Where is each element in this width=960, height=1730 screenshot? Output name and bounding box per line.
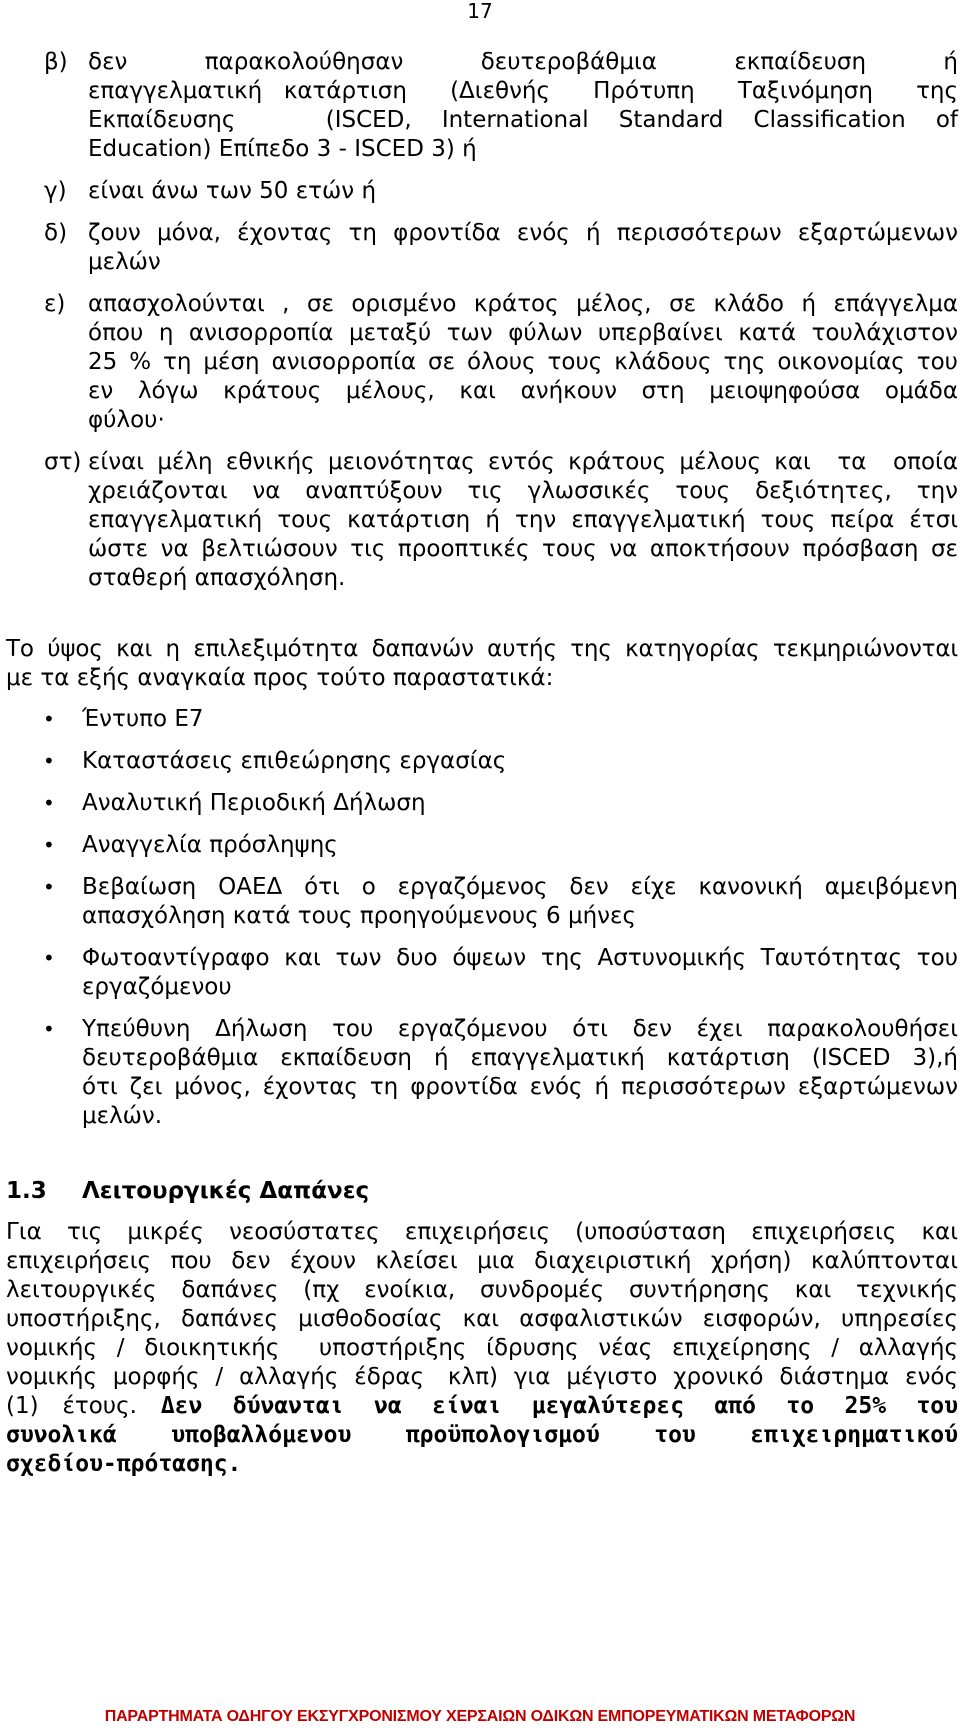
list-item-line: Εκπαίδευσης (ISCED, International Standard Classification of (88, 107, 958, 133)
bullet-item (6, 1015, 958, 1131)
bullet-text (82, 944, 958, 1002)
bullet-line: Φωτοαντίγραφο και των δυο όψεων της Αστυνομικής Ταυτότητας του (82, 945, 958, 971)
bullet-line: Βεβαίωση ΟΑΕΔ ότι ο εργαζόμενος δεν είχε κανονική αμειβόμενη (82, 874, 958, 900)
list-item-label: στ) (44, 449, 82, 475)
bullet-item (6, 831, 958, 860)
bullet-item (6, 705, 958, 734)
bullet-line: μελών. (82, 1103, 163, 1129)
section-line-bold: συνολικά υποβαλλόμενου προϋπολογισμού του επιχειρηματικού (6, 1422, 958, 1448)
list-item (6, 48, 958, 164)
list-item-text (88, 448, 958, 593)
bullet-line: δευτεροβάθμια εκπαίδευση ή επαγγελματική κατάρτιση (ISCED 3),ή (82, 1045, 958, 1071)
list-item-line: 25 % τη μέση ανισορροπία σε όλους τους κλάδους της οικονομίας του (88, 349, 958, 375)
section-number: 1.3 (6, 1178, 47, 1204)
intro-paragraph (6, 635, 958, 693)
intro-line: Το ύψος και η επιλεξιμότητα δαπανών αυτής της κατηγορίας τεκμηριώνονται (6, 636, 958, 662)
bullet-icon: • (43, 749, 55, 773)
section-line-bold: Δεν δύνανται να είναι μεγαλύτερες από το 25% του (160, 1393, 959, 1419)
bullet-line: Έντυπο Ε7 (82, 706, 204, 732)
list-item-line: είναι μέλη εθνικής μειονότητας εντός κράτους μέλους και τα οποία (88, 449, 958, 475)
list-item-line: όπου η ανισορροπία μεταξύ των φύλων υπερβαίνει κατά τουλάχιστον (88, 320, 958, 346)
bullet-line: Αναλυτική Περιοδική Δήλωση (82, 790, 426, 816)
section-paragraph (6, 1218, 958, 1392)
section-line: Για τις μικρές νεοσύστατες επιχειρήσεις (υποσύσταση επιχειρήσεις και (6, 1219, 958, 1245)
list-item-line: φύλου· (88, 407, 165, 433)
bullet-item (6, 789, 958, 818)
bullet-text (82, 831, 958, 860)
list-item-line: επαγγελματική τους κατάρτιση ή την επαγγελματική τους πείρα έτσι (88, 507, 958, 533)
list-item-line: εν λόγω κράτους μέλους, και ανήκουν στη μειοψηφούσα ομάδα (88, 378, 958, 404)
bullet-text (82, 747, 958, 776)
bullet-item (6, 944, 958, 1002)
intro-line: με τα εξής αναγκαία προς τούτο παραστατικά: (6, 665, 554, 691)
page-footer: ΠΑΡΑΡΤΗΜΑΤΑ ΟΔΗΓΟΥ ΕΚΣΥΓΧΡΟΝΙΣΜΟΥ ΧΕΡΣΑΙΩΝ ΟΔΙΚΩΝ ΕΜΠΟΡΕΥΜΑΤΙΚΩΝ ΜΕΤΑΦΟΡΩΝ (104, 1708, 856, 1725)
bullet-line: Καταστάσεις επιθεώρησης εργασίας (82, 748, 507, 774)
list-item-text (88, 48, 958, 164)
documents-bullet-list (6, 705, 958, 1131)
section-paragraph-tail (6, 1392, 958, 1479)
bullet-text (82, 789, 958, 818)
bullet-icon: • (43, 1017, 55, 1041)
bullet-line: Υπεύθυνη Δήλωση του εργαζόμενου ότι δεν έχει παρακολουθήσει (82, 1016, 958, 1042)
list-item-label: δ) (44, 220, 68, 246)
section-line: υποστήριξης, δαπάνες μισθοδοσίας και ασφαλιστικών εισφορών, υπηρεσίες (6, 1306, 958, 1332)
list-item-text (88, 290, 958, 435)
bullet-text (82, 873, 958, 931)
criteria-list (6, 48, 958, 593)
list-item-line: ζουν μόνα, έχοντας τη φροντίδα ενός ή περισσότερων εξαρτώμενων (88, 220, 958, 246)
bullet-item (6, 747, 958, 776)
list-item-text (88, 177, 958, 206)
bullet-item (6, 873, 958, 931)
bullet-line: απασχόληση κατά τους προηγούμενους 6 μήνες (82, 903, 636, 929)
bullet-line: ότι ζει μόνος, έχοντας τη φροντίδα ενός ή περισσότερων εξαρτώμενων (82, 1074, 958, 1100)
list-item-label: β) (44, 49, 68, 75)
bullet-icon: • (43, 707, 55, 731)
list-item-line: σταθερή απασχόληση. (88, 565, 346, 591)
section-line: λειτουργικές δαπάνες (πχ ενοίκια, συνδρομές συντήρησης και τεχνικής (6, 1277, 958, 1303)
list-item-label: ε) (44, 291, 66, 317)
list-item (6, 290, 958, 435)
list-item-label: γ) (44, 178, 67, 204)
document-body (6, 48, 958, 1479)
list-item-line: επαγγελματική κατάρτιση (Διεθνής Πρότυπη Ταξινόμηση της (88, 78, 958, 104)
bullet-line: Αναγγελία πρόσληψης (82, 832, 338, 858)
list-item-line: ώστε να βελτιώσουν τις προοπτικές τους να αποκτήσουν πρόσβαση σε (88, 536, 958, 562)
section-title: Λειτουργικές Δαπάνες (82, 1178, 370, 1204)
bullet-icon: • (43, 946, 55, 970)
bullet-line: εργαζόμενου (82, 974, 232, 1000)
list-item-line: μελών (88, 249, 161, 275)
bullet-icon: • (43, 875, 55, 899)
bullet-icon: • (43, 833, 55, 857)
section-line: νομικής μορφής / αλλαγής έδρας κλπ) για μέγιστο χρονικό διάστημα ενός (6, 1364, 958, 1390)
bullet-text (82, 705, 958, 734)
section-line-bold: σχεδίου-πρότασης. (6, 1451, 242, 1477)
list-item-line: Education) Επίπεδο 3 - ISCED 3) ή (88, 136, 477, 162)
bullet-text (82, 1015, 958, 1131)
list-item (6, 177, 958, 206)
list-item-line: είναι άνω των 50 ετών ή (88, 178, 377, 204)
section-line-normal: (1) έτους. (6, 1393, 137, 1419)
list-item-line: απασχολούνται , σε ορισμένο κράτος μέλος, σε κλάδο ή επάγγελμα (88, 291, 958, 317)
list-item (6, 448, 958, 593)
section-heading (6, 1177, 958, 1206)
section-line: επιχειρήσεις που δεν έχουν κλείσει μια διαχειριστική χρήση) καλύπτονται (6, 1248, 958, 1274)
section-line: νομικής / διοικητικής υποστήριξης ίδρυσης νέας επιχείρησης / αλλαγής (6, 1335, 958, 1361)
list-item (6, 219, 958, 277)
list-item-line: χρειάζονται να αναπτύξουν τις γλωσσικές τους δεξιότητες, την (88, 478, 958, 504)
page-number: 17 (467, 0, 493, 23)
bullet-icon: • (43, 791, 55, 815)
list-item-text (88, 219, 958, 277)
list-item-line: δεν παρακολούθησαν δευτεροβάθμια εκπαίδευση ή (88, 49, 958, 75)
